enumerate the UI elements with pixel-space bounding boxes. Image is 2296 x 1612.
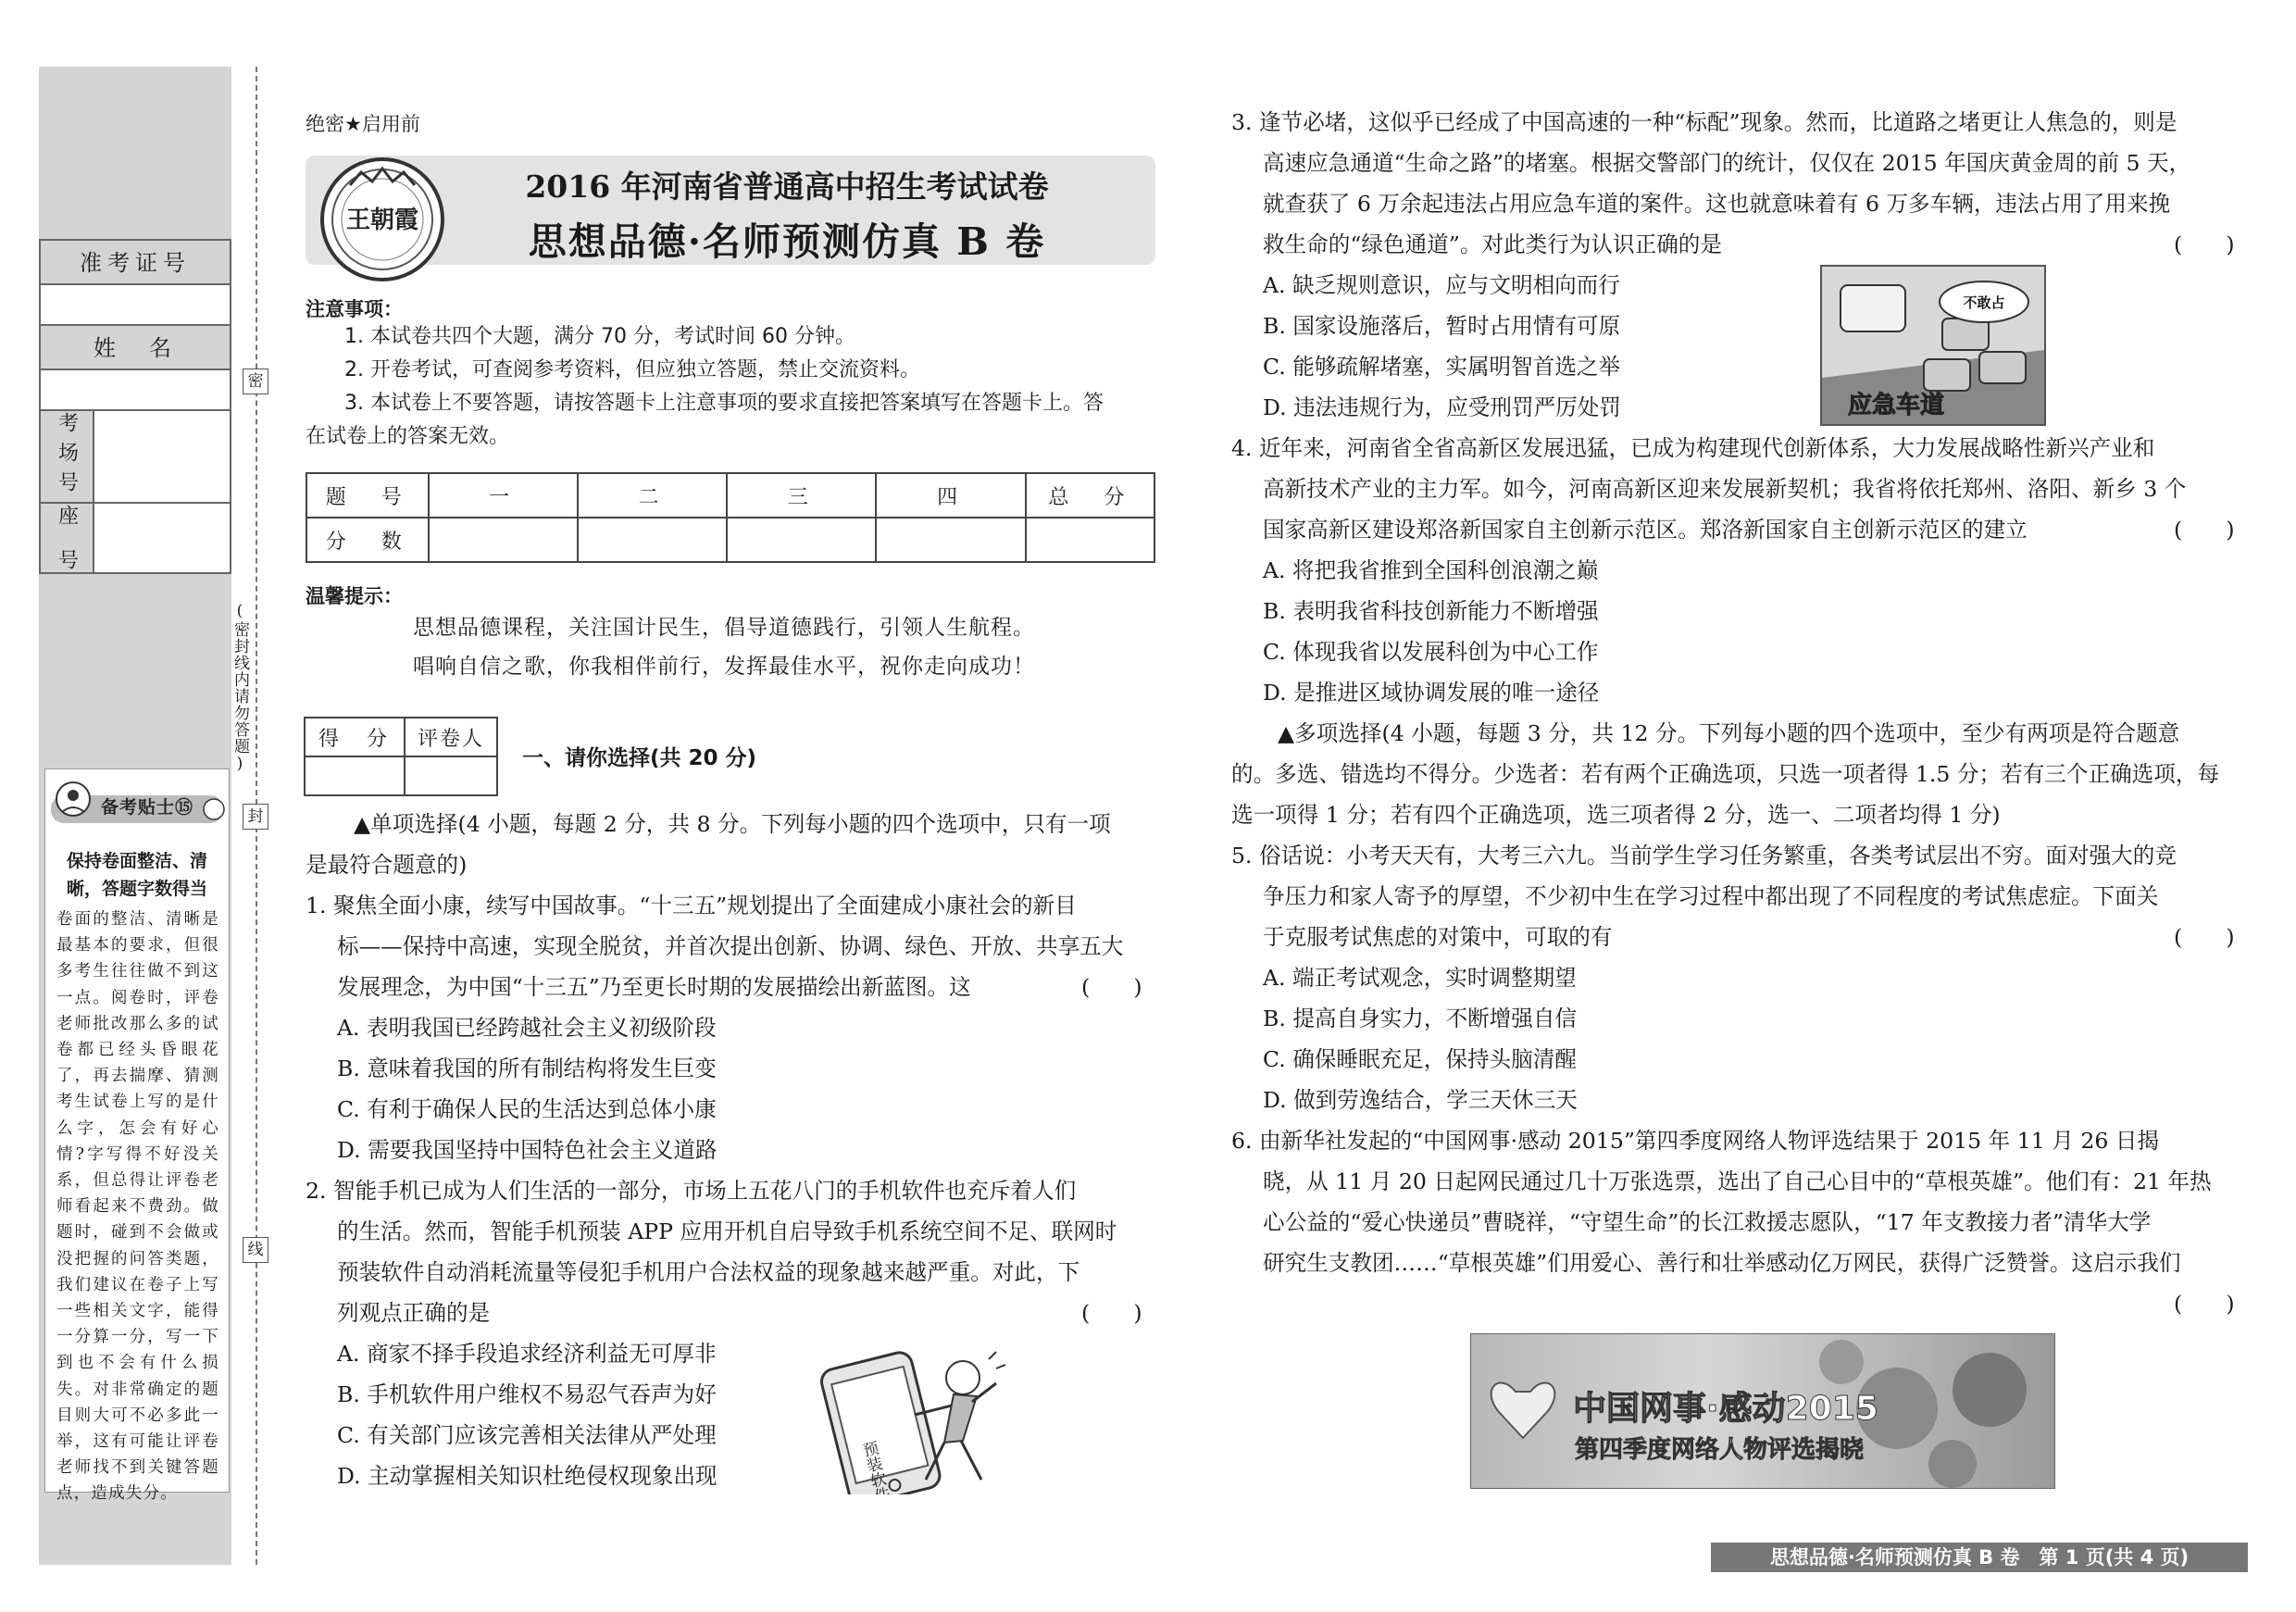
tip-body: 卷面的整洁、清晰是最基本的要求，但很多考生往往做不到这一点。阅卷时，评卷老师批改那么多的试卷都已经头昏眼花了，再去揣摩、猜测考生试卷上写的是什么字，怎会有好心情?字写得不好没关系，但总得让评卷老师看起来不费劲。做题时，碰到不会做或没把握的问答类题，我们建议在卷子上写一些相关文字，能得一分算一分，写一下到也不会有什么损失。对非常确定的题目则大可不必多此一举，这有可能让评卷老师找不到关键答题点，造成失分。: [56, 910, 219, 1504]
score-table-header: 总 分: [1026, 473, 1154, 518]
q1-line-1: 1. 聚焦全面小康，续写中国故事。“十三五”规划提出了全面建成小康社会的新目: [306, 893, 1077, 918]
q1-answer-paren[interactable]: ( ): [1081, 974, 1142, 1000]
warm-tip-line-2: 唱响自信之歌，你我相伴前行，发挥最佳水平，祝你走向成功！: [413, 655, 1035, 679]
svg-text:王朝霞: 王朝霞: [345, 206, 419, 234]
score-table-header: 二: [578, 473, 727, 518]
q6-line-4: 研究生支教团……“草根英雄”们用爱心、善行和壮举感动亿万网民，获得广泛赞誉。这启示我们: [1263, 1250, 2181, 1276]
seat-label: 座 号: [41, 504, 94, 572]
q3-line-1: 3. 逢节必堵，这似乎已经成了中国高速的一种“标配”现象。然而，比道路之堵更让人焦急的，则是: [1231, 109, 2177, 135]
seal-line-note: (密封线内请勿答题): [231, 602, 249, 774]
q6-banner-image: [1470, 1333, 2055, 1489]
q2-line-4: 列观点正确的是: [337, 1300, 491, 1326]
q4-line-2: 高新技术产业的主力军。如今，河南高新区迎来发展新契机；我省将依托郑州、洛阳、新乡 3 个: [1263, 476, 2187, 502]
score-cell[interactable]: [727, 518, 876, 562]
score-cell[interactable]: [429, 518, 578, 562]
score-table-header: 一: [429, 473, 578, 518]
q3-answer-paren[interactable]: ( ): [2174, 231, 2235, 257]
q2-line-1: 2. 智能手机已成为人们生活的一部分，市场上五花八门的手机软件也充斥着人们: [306, 1178, 1077, 1204]
seat-field[interactable]: [41, 504, 230, 572]
multi-choice-intro-cont-2: 选一项得 1 分；若有四个正确选项，选三项者得 2 分，选一、二项者均得 1 分): [1231, 802, 2001, 828]
score-cell[interactable]: [876, 518, 1025, 562]
q6-line-3: 心公益的“爱心快递员”曹晓祥，“守望生命”的长江救援志愿队，“17 年支教接力者”清华大学: [1263, 1209, 2152, 1235]
q2-phone-cartoon: [815, 1341, 1009, 1494]
warm-tip-heading: 温馨提示：: [306, 585, 403, 607]
tip-title: 备考贴士⑮: [101, 797, 194, 818]
q3-emergency-lane-cartoon: [1820, 265, 2046, 426]
q1-option-a[interactable]: A. 表明我国已经跨越社会主义初级阶段: [337, 1015, 717, 1041]
notice-heading: 注意事项：: [306, 298, 403, 320]
notice-item-3: 3. 本试卷上不要答题，请按答题卡上注意事项的要求直接把答案填写在答题卡上。答: [344, 392, 1104, 415]
exam-title: 2016 年河南省普通高中招生考试试卷: [525, 169, 1049, 205]
q5-option-b[interactable]: B. 提高自身实力，不断增强自信: [1263, 1006, 1578, 1031]
name-label: 姓 名: [41, 326, 230, 370]
score-table-header: 题 号: [306, 473, 429, 518]
q4-option-b[interactable]: B. 表明我省科技创新能力不断增强: [1263, 598, 1599, 624]
cut-mark-mi: 密: [243, 369, 268, 394]
notice-item-1: 1. 本试卷共四个大题，满分 70 分，考试时间 60 分钟。: [344, 325, 855, 348]
score-table-header: 四: [876, 473, 1025, 518]
q4-line-1: 4. 近年来，河南省全省高新区发展迅猛，已成为构建现代创新体系，大力发展战略性新兴产业和: [1231, 435, 2155, 461]
q5-line-3: 于克服考试焦虑的对策中，可取的有: [1263, 924, 1613, 950]
q2-option-c[interactable]: C. 有关部门应该完善相关法律从严处理: [337, 1422, 717, 1448]
q3-line-3: 就查获了 6 万余起违法占用应急车道的案件。这也就意味着有 6 万多车辆，违法占用了用来挽: [1263, 191, 2171, 217]
q6-banner-title: 中国网事·感动2015: [1573, 1390, 1878, 1428]
score-cell[interactable]: [578, 518, 727, 562]
grader-score-cell[interactable]: [305, 756, 405, 795]
q5-answer-paren[interactable]: ( ): [2174, 924, 2235, 950]
q5-option-d[interactable]: D. 做到劳逸结合，学三天休三天: [1263, 1087, 1578, 1113]
notice-item-3-cont: 在试卷上的答案无效。: [306, 425, 510, 448]
q1-option-d[interactable]: D. 需要我国坚持中国特色社会主义道路: [337, 1137, 718, 1163]
q1-line-2: 标——保持中高速，实现全脱贫，并首次提出创新、协调、绿色、开放、共享五大: [337, 933, 1124, 959]
candidate-info-box: [39, 239, 231, 574]
q2-option-b[interactable]: B. 手机软件用户维权不易忍气吞声为好: [337, 1381, 717, 1407]
grader-name-cell[interactable]: [405, 756, 497, 795]
single-choice-intro-cont: 是最符合题意的): [306, 852, 468, 878]
q3-option-c[interactable]: C. 能够疏解堵塞，实属明智首选之举: [1263, 354, 1621, 380]
exam-room-label: 考场号: [41, 411, 94, 502]
q3-option-d[interactable]: D. 违法违规行为，应受刑罚严厉处罚: [1263, 394, 1621, 420]
q4-option-a[interactable]: A. 将把我省推到全国科创浪潮之巅: [1263, 557, 1599, 583]
q4-option-d[interactable]: D. 是推进区域协调发展的唯一途径: [1263, 680, 1600, 706]
q3-option-a[interactable]: A. 缺乏规则意识，应与文明相向而行: [1263, 272, 1620, 298]
q2-line-2: 的生活。然而，智能手机预装 APP 应用开机自启导致手机系统空间不足、联网时: [337, 1218, 1117, 1244]
q5-option-c[interactable]: C. 确保睡眠充足，保持头脑清醒: [1263, 1046, 1577, 1072]
grader-box: [304, 717, 498, 796]
q4-line-3: 国家高新区建设郑洛新国家自主创新示范区。郑洛新国家自主创新示范区的建立: [1263, 517, 2028, 543]
q1-line-3: 发展理念，为中国“十三五”乃至更长时期的发展描绘出新蓝图。这: [337, 974, 971, 1000]
score-table-row-label: 分 数: [306, 518, 429, 562]
notice-item-2: 2. 开卷考试，可查阅参考资料，但应独立答题，禁止交流资料。: [344, 358, 920, 381]
page-footer: 思想品德·名师预测仿真 B 卷 第 1 页(共 4 页): [1711, 1543, 2248, 1572]
q1-option-b[interactable]: B. 意味着我国的所有制结构将发生巨变: [337, 1056, 717, 1081]
warm-tip-line-1: 思想品德课程，关注国计民生，倡导道德践行，引领人生航程。: [413, 616, 1035, 640]
q5-option-a[interactable]: A. 端正考试观念，实时调整期望: [1263, 965, 1577, 991]
publisher-seal-logo: [320, 157, 444, 281]
exam-number-field[interactable]: [41, 285, 230, 326]
exam-subtitle: 思想品德·名师预测仿真 B 卷: [528, 219, 1046, 264]
q3-cartoon-lane-label: 应急车道: [1847, 392, 1945, 419]
secret-label: 绝密★启用前: [306, 113, 420, 135]
exam-room-field[interactable]: [41, 411, 230, 504]
exam-number-label: 准考证号: [41, 241, 230, 285]
q3-cartoon-bubble: 不敢占: [1963, 294, 2005, 311]
score-table: [306, 472, 1155, 563]
q2-option-a[interactable]: A. 商家不择手段追求经济利益无可厚非: [337, 1341, 717, 1367]
name-field[interactable]: [41, 370, 230, 411]
q5-line-2: 争压力和家人寄予的厚望，不少初中生在学习过程中都出现了不同程度的考试焦虑症。下面关: [1263, 883, 2159, 909]
q6-answer-paren[interactable]: ( ): [2174, 1291, 2235, 1317]
single-choice-intro: ▲单项选择(4 小题，每题 2 分，共 8 分。下列每小题的四个选项中，只有一项: [354, 811, 1111, 837]
multi-choice-intro-cont-1: 的。多选、错选均不得分。少选者：若有两个正确选项，只选一项者得 1.5 分；若有三个正确选项，每: [1231, 761, 2220, 787]
tip-subtitle: 保持卷面整洁、清晰，答题字数得当: [66, 851, 207, 899]
q6-banner-subtitle: 第四季度网络人物评选揭晓: [1575, 1436, 1865, 1464]
cut-mark-xian: 线: [243, 1237, 268, 1263]
q5-line-1: 5. 俗话说：小考天天有，大考三六九。当前学生学习任务繁重，各类考试层出不穷。面对强大的竞: [1231, 843, 2177, 868]
q4-option-c[interactable]: C. 体现我省以发展科创为中心工作: [1263, 639, 1599, 665]
exam-tip-box: [44, 769, 230, 1504]
grader-score-label: 得 分: [305, 718, 405, 756]
q2-answer-paren[interactable]: ( ): [1081, 1300, 1142, 1326]
cut-mark-feng: 封: [243, 804, 268, 830]
q3-line-4: 救生命的“绿色通道”。对此类行为认识正确的是: [1263, 231, 1722, 257]
section-1-title: 一、请你选择(共 20 分): [522, 746, 757, 770]
q2-line-3: 预装软件自动消耗流量等侵犯手机用户合法权益的现象越来越严重。对此，下: [337, 1259, 1080, 1285]
q6-line-1: 6. 由新华社发起的“中国网事·感动 2015”第四季度网络人物评选结果于 2015 年 11 月 26 日揭: [1231, 1128, 2160, 1154]
score-table-header: 三: [727, 473, 876, 518]
q1-option-c[interactable]: C. 有利于确保人民的生活达到总体小康: [337, 1096, 717, 1122]
multi-choice-intro: ▲多项选择(4 小题，每题 3 分，共 12 分。下列每小题的四个选项中，至少有两项是符合题意: [1278, 720, 2180, 746]
grader-name-label: 评卷人: [405, 718, 497, 756]
q2-cartoon-label: 预装软件: [857, 1439, 892, 1494]
q3-line-2: 高速应急通道“生命之路”的堵塞。根据交警部门的统计，仅仅在 2015 年国庆黄金周的前 5 天，: [1263, 150, 2191, 176]
q6-line-2: 晓，从 11 月 20 日起网民通过几十万张选票，选出了自己心目中的“草根英雄”。他们有：21 年热: [1263, 1168, 2212, 1194]
q2-option-d[interactable]: D. 主动掌握相关知识杜绝侵权现象出现: [337, 1463, 718, 1489]
score-cell[interactable]: [1026, 518, 1154, 562]
q4-answer-paren[interactable]: ( ): [2174, 517, 2235, 543]
q3-option-b[interactable]: B. 国家设施落后，暂时占用情有可原: [1263, 313, 1621, 339]
